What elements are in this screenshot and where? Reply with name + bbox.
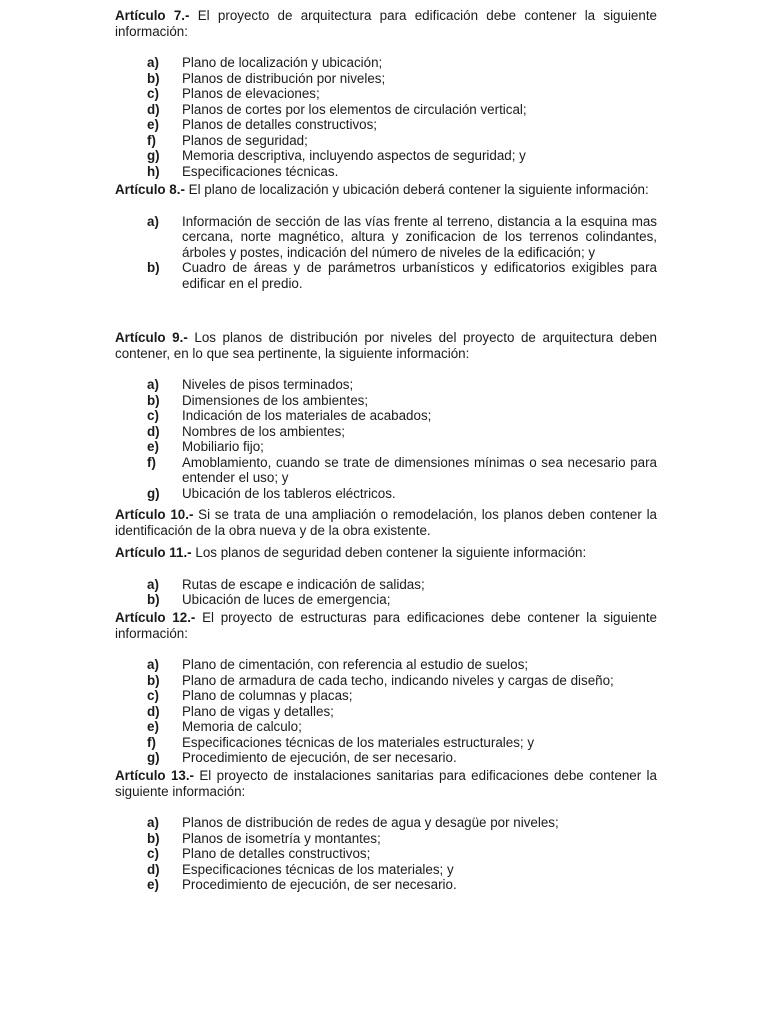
list-item: e) Procedimiento de ejecución, de ser necesario. [147,877,457,892]
article-9-paragraph [115,330,657,361]
list-item: g) Procedimiento de ejecución, de ser necesario. [147,750,457,765]
article-13-paragraph [115,768,657,799]
list-item: b) Dimensiones de los ambientes; [147,392,369,408]
list-item: a) Planos de distribución de redes de agua y desagüe por niveles; [147,815,559,830]
article-8 [115,182,657,291]
list-item: e) Planos de detalles constructivos; [147,117,378,132]
article-12-list [115,657,657,766]
list-item: d) Nombres de los ambientes; [147,423,345,439]
article-9-text: Los planos de distribución por niveles del proyecto de arquitectura deben contener, en lo que sea pertinente, la siguiente información: [115,330,657,361]
article-10-text: Si se trata de una ampliación o remodelación, los planos deben contener la identificación de la obra nueva y de la obra existente. [115,507,657,538]
list-item: f) Amoblamiento, cuando se trate de dimensiones mínimas o sea necesario para entender el uso; y [147,454,657,485]
article-8-paragraph [115,182,657,198]
list-item: f) Planos de seguridad; [147,132,308,148]
article-9-list [115,377,657,501]
list-item: a) Niveles de pisos terminados; [147,377,354,392]
article-10 [115,507,657,538]
article-10-heading: Artículo 10.- [115,507,194,522]
list-item: g) Ubicación de los tableros eléctricos. [147,485,396,501]
list-item: d) Plano de vigas y detalles; [147,703,334,719]
list-item: c) Plano de columnas y placas; [147,688,353,703]
article-12-paragraph [115,610,657,641]
article-7-paragraph [115,8,657,39]
article-12-text: El proyecto de estructuras para edificaciones debe contener la siguiente información: [115,610,657,641]
list-item: c) Indicación de los materiales de acabados; [147,408,432,423]
article-8-text: El plano de localización y ubicación deberá contener la siguiente información: [188,182,649,197]
article-8-heading: Artículo 8.- [115,182,185,197]
list-item: a) Información de sección de las vías frente al terreno, distancia a la esquina mas cercana, norte magnético, altura y zonificacion de los terrenos colindantes, árboles y postes, indicación del número de niveles de la edificación; y [147,213,657,260]
article-11-paragraph [115,545,657,561]
article-9-heading: Artículo 9.- [115,330,188,345]
list-item: a) Plano de localización y ubicación; [147,55,383,70]
article-7-heading: Artículo 7.- [115,8,190,23]
list-item: b) Ubicación de luces de emergencia; [147,592,391,607]
list-item: e) Memoria de calculo; [147,719,302,734]
list-item: b) Planos de distribución por niveles; [147,70,386,86]
article-11-list [115,577,657,608]
list-item: a) Plano de cimentación, con referencia al estudio de suelos; [147,657,529,672]
article-10-paragraph [115,507,657,538]
list-item: d) Planos de cortes por los elementos de circulación vertical; [147,101,527,117]
list-item: c) Planos de elevaciones; [147,86,320,101]
article-7 [115,8,657,179]
list-item: c) Plano de detalles constructivos; [147,846,371,861]
article-7-list [115,55,657,179]
article-13-list [115,815,657,893]
article-13-heading: Artículo 13.- [115,768,195,783]
list-item: b) Planos de isometría y montantes; [147,830,381,846]
list-item: f) Especificaciones técnicas de los materiales estructurales; y [147,734,535,750]
list-item: e) Mobiliario fijo; [147,439,264,454]
article-13-text: El proyecto de instalaciones sanitarias para edificaciones debe contener la siguiente información: [115,768,657,799]
article-12-heading: Artículo 12.- [115,610,196,625]
article-13 [115,768,657,893]
list-item: a) Rutas de escape e indicación de salidas; [147,576,425,592]
list-item: g) Memoria descriptiva, incluyendo aspectos de seguridad; y [147,148,526,163]
article-11-heading: Artículo 11.- [115,545,192,560]
article-9 [115,330,657,501]
list-item: d) Especificaciones técnicas de los materiales; y [147,861,454,877]
list-item: h) Especificaciones técnicas. [147,163,339,179]
article-11 [115,545,657,608]
article-12 [115,610,657,766]
list-item: b) Plano de armadura de cada techo, indicando niveles y cargas de diseño; [147,672,614,688]
article-8-list [115,214,657,292]
article-7-text: El proyecto de arquitectura para edificación debe contener la siguiente información: [115,8,657,39]
list-item: b) Cuadro de áreas y de parámetros urbanísticos y edificatorios exigibles para edificar en el predio. [147,260,657,291]
article-11-text: Los planos de seguridad deben contener la siguiente información: [195,545,587,560]
